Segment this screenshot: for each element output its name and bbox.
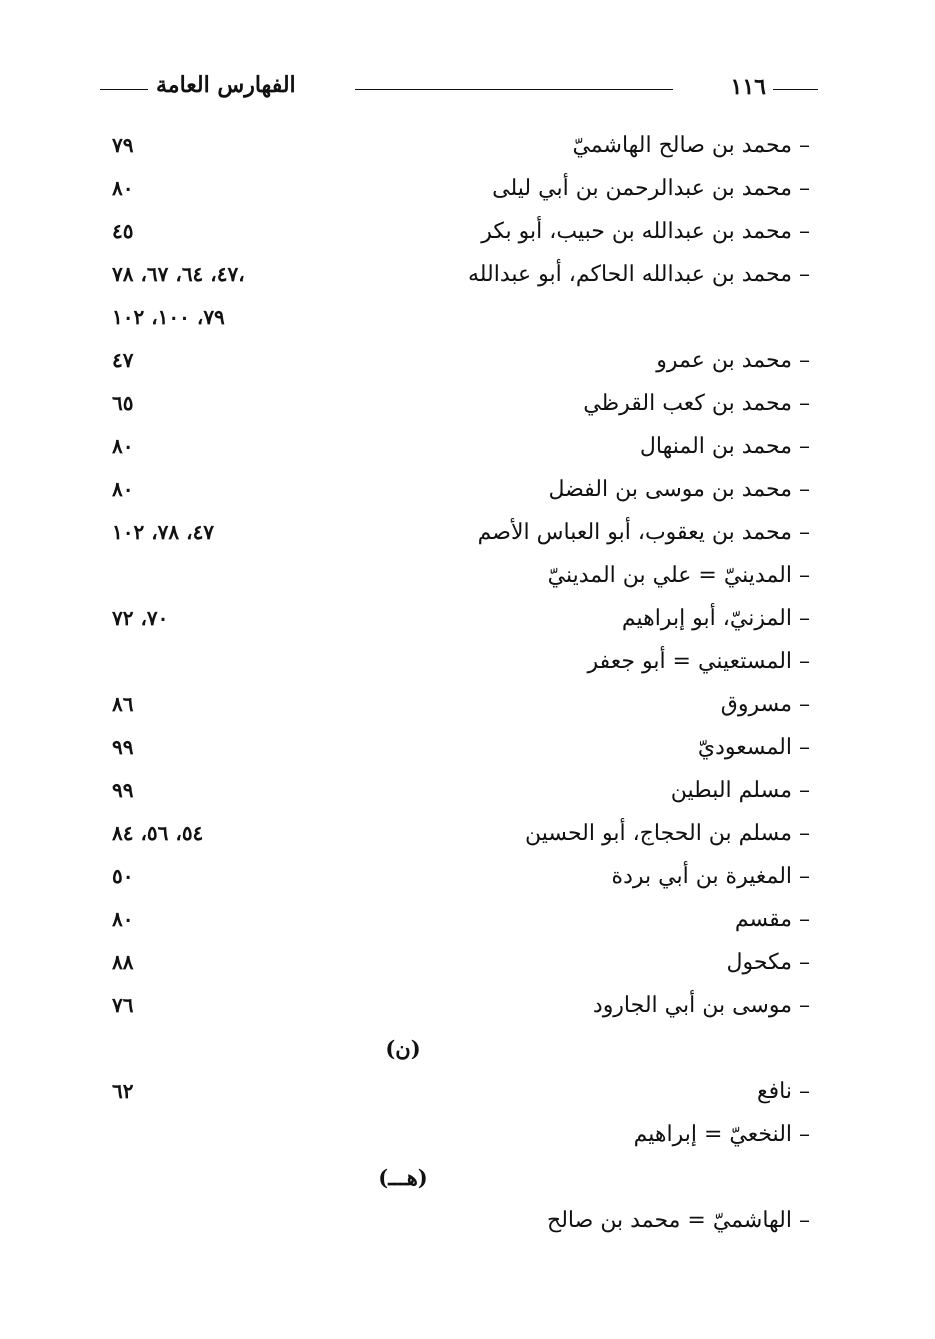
entry-pages: ٥٠ [112, 864, 134, 888]
entry-pages: ٧٠، ٧٢ [112, 606, 169, 630]
index-entry [112, 1199, 810, 1242]
index-entry [112, 511, 810, 554]
section-letter: (ن) [385, 1036, 421, 1061]
entry-pages: ٧٦ [112, 993, 134, 1017]
index-entry [112, 597, 810, 640]
entry-name: – الهاشميّ = محمد بن صالح [547, 1208, 810, 1233]
entry-name: – نافع [756, 1079, 810, 1104]
running-title: الفهارس العامة [156, 72, 296, 98]
section-heading-nun [112, 1027, 810, 1070]
entry-name: – محمد بن المنهال [639, 434, 810, 459]
page-number: ١١٦ [730, 74, 766, 100]
entry-name: – مسلم بن الحجاج، أبو الحسين [524, 821, 810, 846]
section-heading-ha [112, 1156, 810, 1199]
entry-pages: ٤٥ [112, 219, 134, 243]
entry-name: – مسلم البطين [670, 778, 810, 803]
index-entry [112, 554, 810, 597]
entry-name: – محمد بن صالح الهاشميّ [572, 133, 810, 158]
index-entry [112, 1070, 810, 1113]
index-entry [112, 468, 810, 511]
index-entry [112, 167, 810, 210]
index-entry [112, 640, 810, 683]
index-entry [112, 855, 810, 898]
entry-name: – النخعيّ = إبراهيم [633, 1122, 810, 1147]
entry-pages: ٦٥ [112, 391, 134, 415]
index-entry [112, 726, 810, 769]
entry-pages: ٩٩ [112, 735, 134, 759]
entry-name: – محمد بن موسى بن الفضل [548, 477, 810, 502]
index-entry [112, 683, 810, 726]
header-rule-middle [355, 89, 673, 90]
entry-name: – المغيرة بن أبي بردة [611, 864, 810, 889]
entry-pages: ٨٦ [112, 692, 134, 716]
index-entry [112, 382, 810, 425]
index-entry [112, 898, 810, 941]
entry-pages: ٨٠ [112, 434, 134, 458]
entry-name: – محمد بن عبدالرحمن بن أبي ليلى [492, 176, 810, 201]
entry-name: – محمد بن عمرو [656, 348, 810, 373]
entry-name: – مكحول [726, 950, 810, 975]
index-entry-continuation [112, 296, 810, 339]
entry-pages: ٧٩ [112, 133, 134, 157]
entry-pages: ٤٧ [112, 348, 134, 372]
entry-pages: ٤٧، ٦٤، ٦٧، ٧٨، [112, 262, 245, 286]
index-entry [112, 210, 810, 253]
index-entry [112, 339, 810, 382]
index-entry [112, 124, 810, 167]
entry-pages: ٧٩، ١٠٠، ١٠٢ [112, 305, 225, 329]
index-entry [112, 812, 810, 855]
entry-pages: ٩٩ [112, 778, 134, 802]
header-rule-right [773, 89, 818, 90]
entry-name: – المزنيّ، أبو إبراهيم [621, 606, 810, 631]
entry-name: – المسعوديّ [697, 735, 810, 760]
index-entry [112, 984, 810, 1027]
index-entry [112, 425, 810, 468]
entry-pages: ٨٠ [112, 477, 134, 501]
entry-name: – مقسم [734, 907, 810, 932]
entry-name: – محمد بن عبدالله بن حبيب، أبو بكر [481, 219, 810, 244]
index-entry [112, 769, 810, 812]
entry-name: – المدينيّ = علي بن المدينيّ [547, 563, 810, 588]
index-entry [112, 1113, 810, 1156]
entry-pages: ٨٨ [112, 950, 134, 974]
header-rule-left [100, 89, 148, 90]
entry-name: – مسروق [720, 692, 810, 717]
entry-name: – موسى بن أبي الجارود [592, 993, 810, 1018]
entry-name: – محمد بن كعب القرظي [583, 391, 810, 416]
page-header [100, 72, 818, 106]
entry-pages: ٤٧، ٧٨، ١٠٢ [112, 520, 215, 544]
index-list [112, 124, 810, 1242]
entry-pages: ٦٢ [112, 1079, 134, 1103]
entry-pages: ٨٠ [112, 907, 134, 931]
entry-pages: ٥٤، ٥٦، ٨٤ [112, 821, 204, 845]
entry-name: – محمد بن عبدالله الحاكم، أبو عبدالله [467, 262, 810, 287]
entry-name: – محمد بن يعقوب، أبو العباس الأصم [477, 520, 810, 545]
entry-pages: ٨٠ [112, 176, 134, 200]
index-entry [112, 941, 810, 984]
entry-name: – المستعيني = أبو جعفر [587, 649, 810, 674]
section-letter: (هـــ) [378, 1165, 428, 1190]
index-entry [112, 253, 810, 296]
